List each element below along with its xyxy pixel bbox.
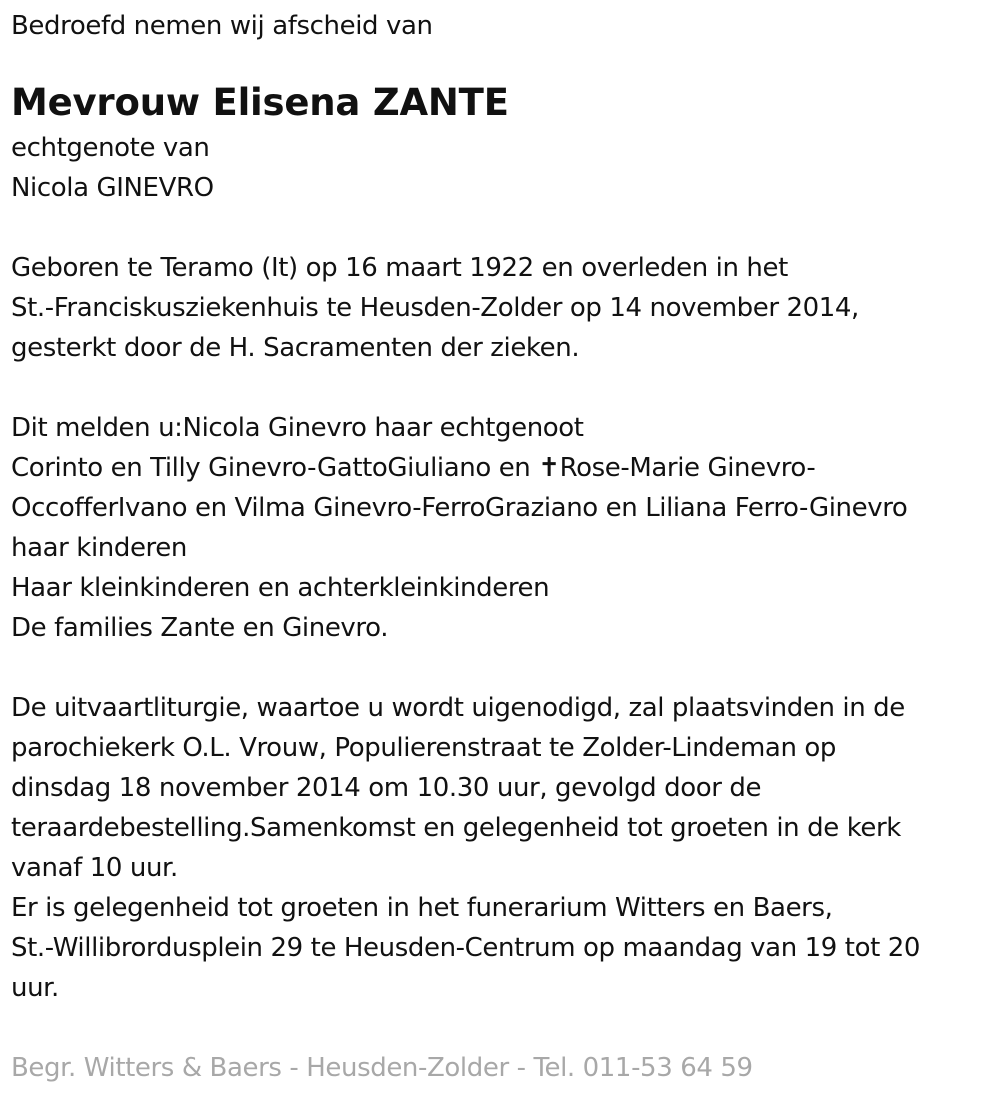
paragraph-line: St.-Franciskusziekenhuis te Heusden-Zolder op 14 november 2014,: [11, 293, 859, 323]
deceased-name: Mevrouw Elisena ZANTE: [11, 81, 509, 124]
death-notice: [11, 6, 991, 1088]
paragraph-line: De families Zante en Ginevro.: [11, 613, 389, 643]
paragraph-line: OccofferIvano en Vilma Ginevro-FerroGraziano en Liliana Ferro-Ginevro: [11, 493, 908, 523]
paragraph-line: parochiekerk O.L. Vrouw, Populierenstraat te Zolder-Lindeman op: [11, 733, 837, 763]
spacer: [11, 368, 991, 408]
paragraph-line: uur.: [11, 973, 59, 1003]
relation-text: echtgenote van: [11, 133, 210, 163]
spouse-name: Nicola GINEVRO: [11, 173, 214, 203]
paragraph-line: St.-Willibrordusplein 29 te Heusden-Centrum op maandag van 19 tot 20: [11, 933, 921, 963]
spacer: [11, 1008, 991, 1048]
intro-text: Bedroefd nemen wij afscheid van: [11, 11, 433, 41]
paragraph-line: Dit melden u:Nicola Ginevro haar echtgenoot: [11, 413, 584, 443]
paragraph-line: gesterkt door de H. Sacramenten der zieken.: [11, 333, 580, 363]
spacer: [11, 648, 991, 688]
paragraph-line: Geboren te Teramo (It) op 16 maart 1922 en overleden in het: [11, 253, 788, 283]
paragraph-line: Haar kleinkinderen en achterkleinkinderen: [11, 573, 550, 603]
paragraph-line: De uitvaartliturgie, waartoe u wordt uigenodigd, zal plaatsvinden in de: [11, 693, 905, 723]
paragraph-line: Er is gelegenheid tot groeten in het funerarium Witters en Baers,: [11, 893, 833, 923]
paragraph-line: haar kinderen: [11, 533, 187, 563]
paragraph-line: teraardebestelling.Samenkomst en gelegenheid tot groeten in de kerk: [11, 813, 901, 843]
undertaker-footer: Begr. Witters & Baers - Heusden-Zolder - Tel. 011-53 64 59: [11, 1053, 753, 1083]
paragraph-line: Corinto en Tilly Ginevro-GattoGiuliano en ✝Rose-Marie Ginevro-: [11, 453, 816, 483]
family-paragraph: [11, 408, 991, 648]
birth-death-paragraph: [11, 248, 991, 368]
spacer: [11, 208, 991, 248]
paragraph-line: vanaf 10 uur.: [11, 853, 178, 883]
paragraph-line: dinsdag 18 november 2014 om 10.30 uur, gevolgd door de: [11, 773, 762, 803]
funeral-paragraph: [11, 688, 991, 1008]
